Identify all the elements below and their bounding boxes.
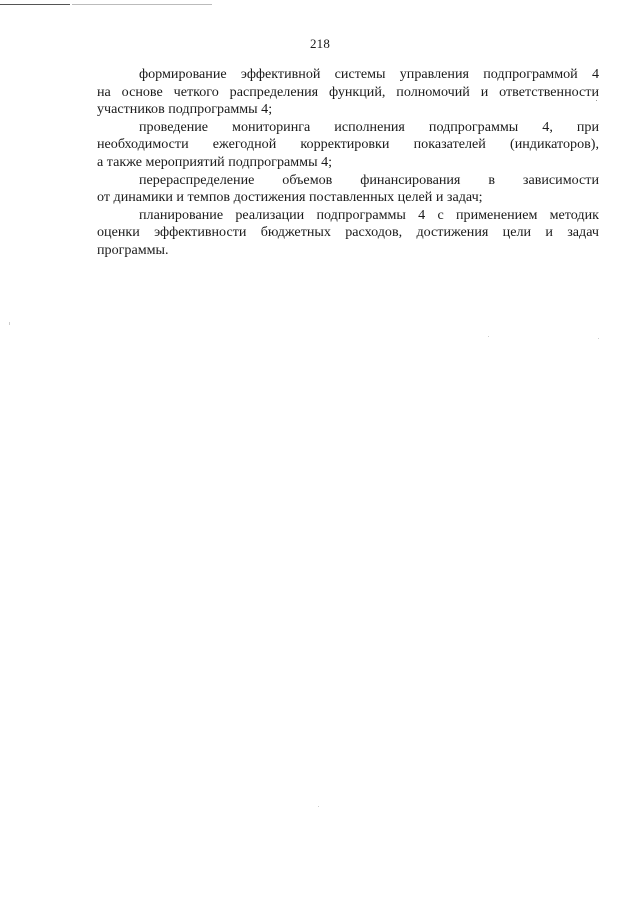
paragraph-line: перераспределение объемов финансирования в зависимости [139, 171, 599, 188]
paragraph-line: проведение мониторинга исполнения подпрограммы 4, при [139, 118, 599, 135]
paragraph-line: участников подпрограммы 4; [97, 101, 273, 118]
paragraph-line: программы. [97, 241, 169, 258]
scan-edge-line [0, 4, 70, 5]
scan-speck [318, 806, 319, 807]
scan-edge-line-faint [72, 4, 212, 5]
page-number: 218 [309, 36, 331, 51]
paragraph-line: оценки эффективности бюджетных расходов, достижения цели и задач [97, 224, 599, 241]
paragraph-line: планирование реализации подпрограммы 4 с применением методик [139, 206, 599, 223]
paragraph-4 [97, 207, 599, 260]
paragraph-3 [97, 172, 599, 207]
paragraph-1 [97, 66, 599, 119]
paragraph-line: необходимости ежегодной корректировки показателей (индикаторов), [97, 136, 599, 153]
paragraph-line: формирование эффективной системы управления подпрограммой 4 [139, 66, 599, 82]
document-body [97, 66, 599, 260]
paragraph-line: а также мероприятий подпрограммы 4; [97, 153, 333, 170]
paragraph-line: от динамики и темпов достижения поставленных целей и задач; [97, 189, 483, 206]
scan-speck [9, 322, 10, 325]
scan-speck [598, 338, 599, 339]
scan-speck [488, 336, 489, 337]
paragraph-2 [97, 119, 599, 172]
scan-speck [596, 100, 597, 101]
paragraph-line: на основе четкого распределения функций, полномочий и ответственности [97, 83, 599, 100]
